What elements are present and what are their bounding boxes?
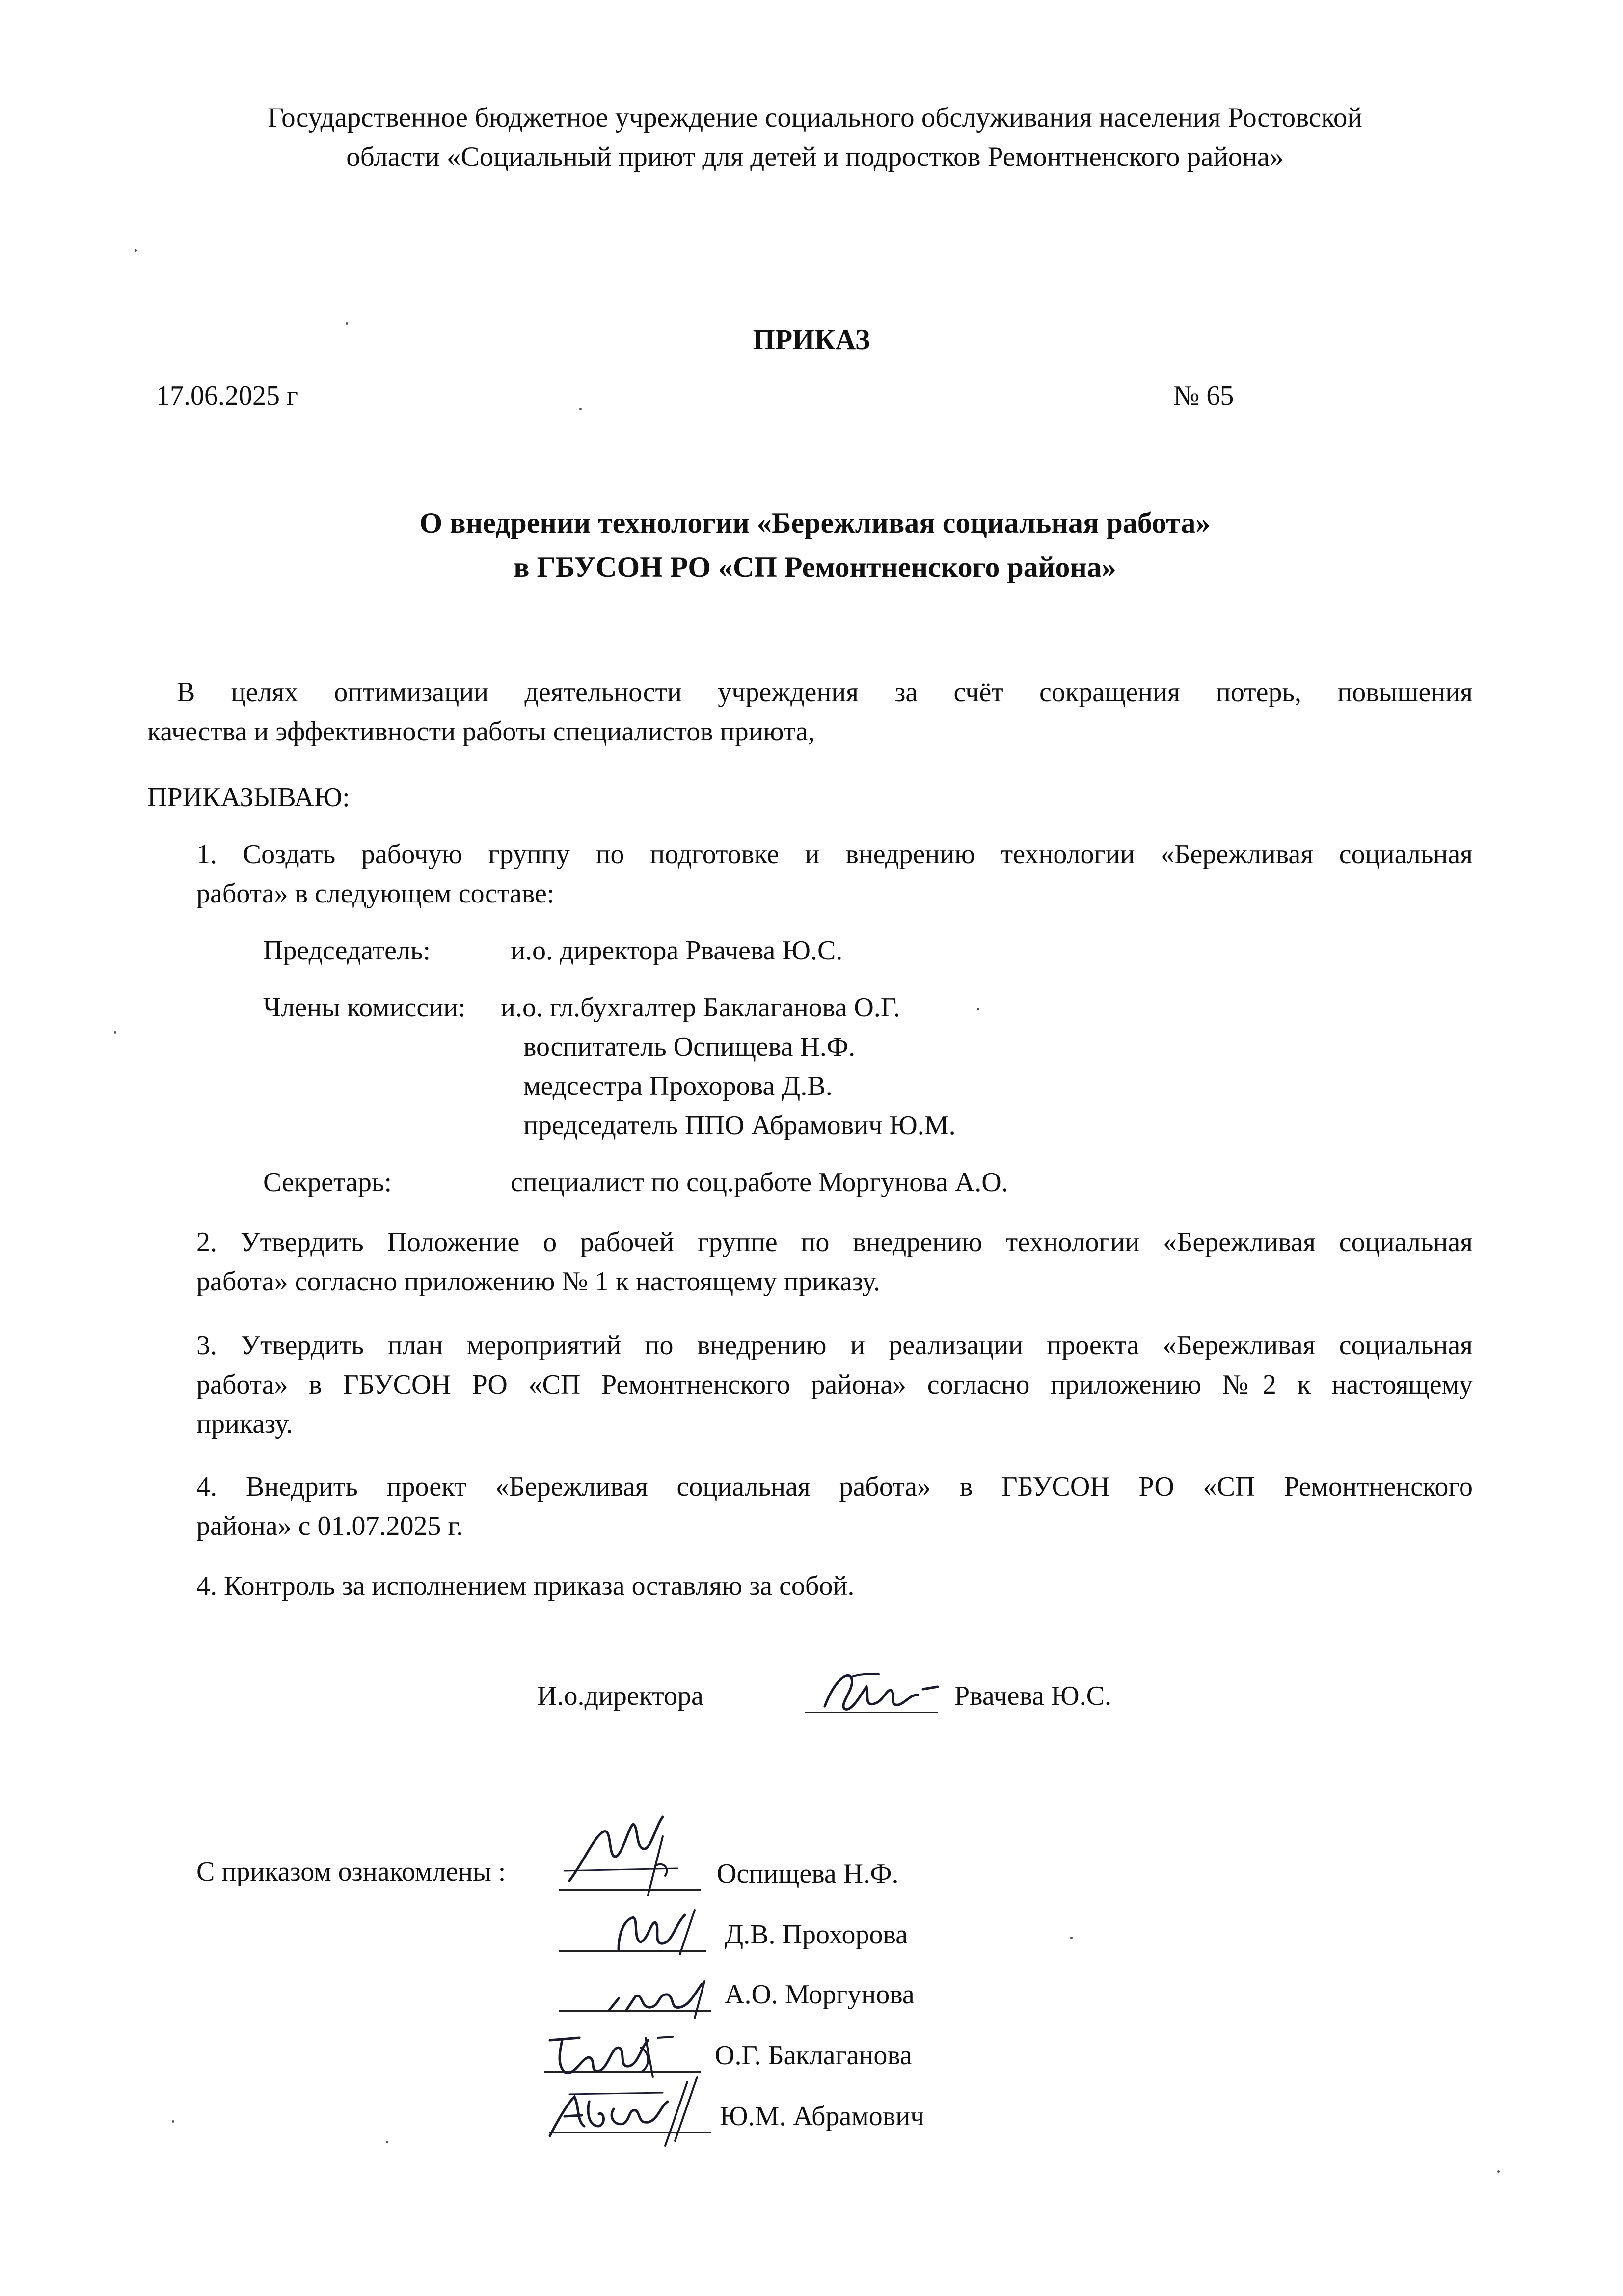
item-2-line-1: 2. Утвердить Положение о рабочей группе по внедрению технологии «Бережливая социальная	[196, 1227, 1473, 1257]
ack-name-4: О.Г. Баклаганова	[715, 2040, 912, 2071]
item-4-line-2: района» с 01.07.2025 г.	[196, 1511, 463, 1541]
secretary-value: специалист по соц.работе Моргунова А.О.	[511, 1167, 1008, 1198]
scan-speck	[386, 2141, 388, 2143]
scan-speck	[114, 1031, 116, 1034]
ack-signature-5	[540, 2067, 717, 2151]
signer-position: И.о.директора	[537, 1681, 703, 1711]
subject-line-2: в ГБУСОН РО «СП Ремонтненского района»	[514, 551, 1116, 583]
member-4: председатель ППО Абрамович Ю.М.	[523, 1110, 956, 1141]
ack-name-3: А.О. Моргунова	[725, 1979, 915, 2010]
order-title: ПРИКАЗ	[753, 324, 870, 355]
item-4-line-1-wrap	[196, 1467, 1473, 1506]
chair-value: и.о. директора Рвачева Ю.С.	[511, 935, 843, 966]
subject-line-1: О внедрении технологии «Бережливая социальная работа»	[419, 507, 1211, 539]
item-3-line-3: приказу.	[196, 1409, 293, 1439]
scan-speck	[346, 322, 348, 325]
order-number: № 65	[1173, 381, 1234, 411]
item-2-line-2: работа» согласно приложению № 1 к настоящему приказу.	[196, 1266, 880, 1297]
member-2: воспитатель Оспищева Н.Ф.	[523, 1032, 856, 1062]
scan-speck	[977, 1008, 979, 1010]
member-1: и.о. гл.бухгалтер Баклаганова О.Г.	[501, 992, 900, 1023]
ack-name-1: Оспищева Н.Ф.	[717, 1859, 899, 1889]
item-5: 4. Контроль за исполнением приказа оставляю за собой.	[196, 1571, 855, 1601]
item-2-line-1-wrap	[196, 1223, 1473, 1262]
organization-line-2: области «Социальный приют для детей и подростков Ремонтненского района»	[346, 141, 1284, 172]
preamble-line-2: качества и эффективности работы специалистов приюта,	[147, 716, 815, 747]
scan-speck	[1070, 1937, 1073, 1939]
item-3-line-1: 3. Утвердить план мероприятий по внедрению и реализации проекта «Бережливая социальная	[196, 1330, 1473, 1361]
directive: ПРИКАЗЫВАЮ:	[147, 782, 350, 813]
ack-signature-3	[579, 1964, 717, 2023]
item-1-line-2: работа» в следующем составе:	[196, 878, 555, 909]
chair-label: Председатель:	[263, 935, 431, 966]
ack-signature-1	[550, 1807, 707, 1900]
secretary-label: Секретарь:	[263, 1167, 392, 1198]
item-1-line-1-wrap	[196, 835, 1473, 874]
organization-header	[147, 98, 1483, 177]
ack-signature-2	[589, 1900, 717, 1964]
ack-name-2: Д.В. Прохорова	[725, 1919, 908, 1950]
item-3-line-2: работа» в ГБУСОН РО «СП Ремонтненского района» согласно приложению №2 к настоящему	[196, 1369, 1473, 1400]
signer-name: Рвачева Ю.С.	[954, 1681, 1111, 1711]
organization-line-1: Государственное бюджетное учреждение социального обслуживания населения Ростовской	[268, 102, 1362, 133]
item-3-line-1-wrap	[196, 1326, 1473, 1365]
ack-name-5: Ю.М. Абрамович	[720, 2101, 924, 2132]
scan-speck	[579, 408, 582, 410]
director-signature	[805, 1660, 947, 1723]
preamble-line-1-wrap	[177, 673, 1473, 712]
scan-speck	[1497, 2170, 1500, 2173]
item-3-line-2-wrap	[196, 1365, 1473, 1404]
scan-speck	[135, 249, 137, 252]
acknowledgement-label: С приказом ознакомлены :	[196, 1857, 506, 1887]
order-date: 17.06.2025 г	[156, 381, 298, 411]
order-subject	[147, 501, 1483, 589]
member-3: медсестра Прохорова Д.В.	[523, 1071, 833, 1101]
item-1-line-1: 1. Создать рабочую группу по подготовке и внедрению технологии «Бережливая социальная	[196, 839, 1473, 870]
item-4-line-1: 4. Внедрить проект «Бережливая социальная работа» в ГБУСОН РО «СП Ремонтненского	[196, 1472, 1473, 1502]
preamble-line-1: В целях оптимизации деятельности учреждения за счёт сокращения потерь, повышения	[177, 677, 1473, 708]
members-label: Члены комиссии:	[263, 992, 466, 1023]
scan-speck	[172, 2120, 174, 2123]
